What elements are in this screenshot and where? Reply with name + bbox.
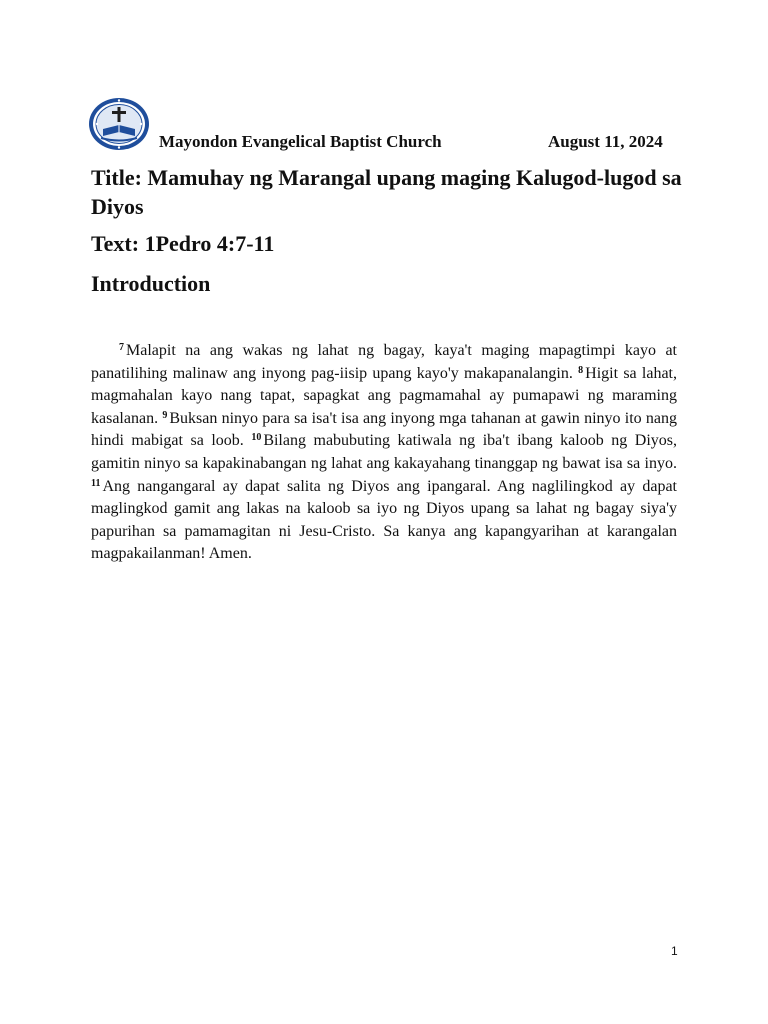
sermon-title: Title: Mamuhay ng Marangal upang maging Kalugod-lugod sa Diyos xyxy=(91,165,682,219)
scripture-reference: Text: 1Pedro 4:7-11 xyxy=(91,231,275,256)
verse-text: Buksan ninyo para sa isa't isa ang inyong mga tahanan at gawin ninyo ito nang hindi mabigat sa loob. xyxy=(91,409,678,450)
verse-number: 7 xyxy=(119,342,124,353)
sermon-date: August 11, 2024 xyxy=(548,132,663,151)
verse-text: Malapit na ang wakas ng lahat ng bagay, kaya't maging mapagtimpi kayo at panatilihing malinaw ang inyong pag-iisip upang kayo'y makapanalangin. xyxy=(91,342,677,382)
page-number: 1 xyxy=(671,944,678,958)
verse-text: Higit sa lahat, magmahalan kayo nang tapat, sapagkat ang pagmamahal ay pumapawi ng maraming kasalanan. xyxy=(91,364,678,427)
verse-number: 10 xyxy=(251,432,262,444)
church-seal-icon xyxy=(87,96,151,152)
verse-text: Bilang mabubuting katiwala ng iba't ibang kaloob ng Diyos, gamitin ninyo sa kapakinabangan ng lahat ang kakayahang tinanggap ng bawat isa sa inyo. xyxy=(91,432,678,472)
verse-number: 8 xyxy=(578,364,584,376)
verse-text: Ang nangangaral ay dapat salita ng Diyos ang ipangaral. Ang naglilingkod ay dapat maglingkod gamit ang lakas na kaloob sa iyo ng Diyos upang sa lahat ng bagay siya'y papurihan sa pamamagitan ni Jesu-Cristo. Sa kanya ang kapangyarihan at karangalan magpakailanman! Amen. xyxy=(91,477,677,563)
verse-number: 11 xyxy=(91,477,101,489)
verse-number: 9 xyxy=(162,409,168,421)
scripture-passage xyxy=(91,340,677,566)
church-name: Mayondon Evangelical Baptist Church xyxy=(159,132,442,151)
section-heading: Introduction xyxy=(91,271,211,296)
